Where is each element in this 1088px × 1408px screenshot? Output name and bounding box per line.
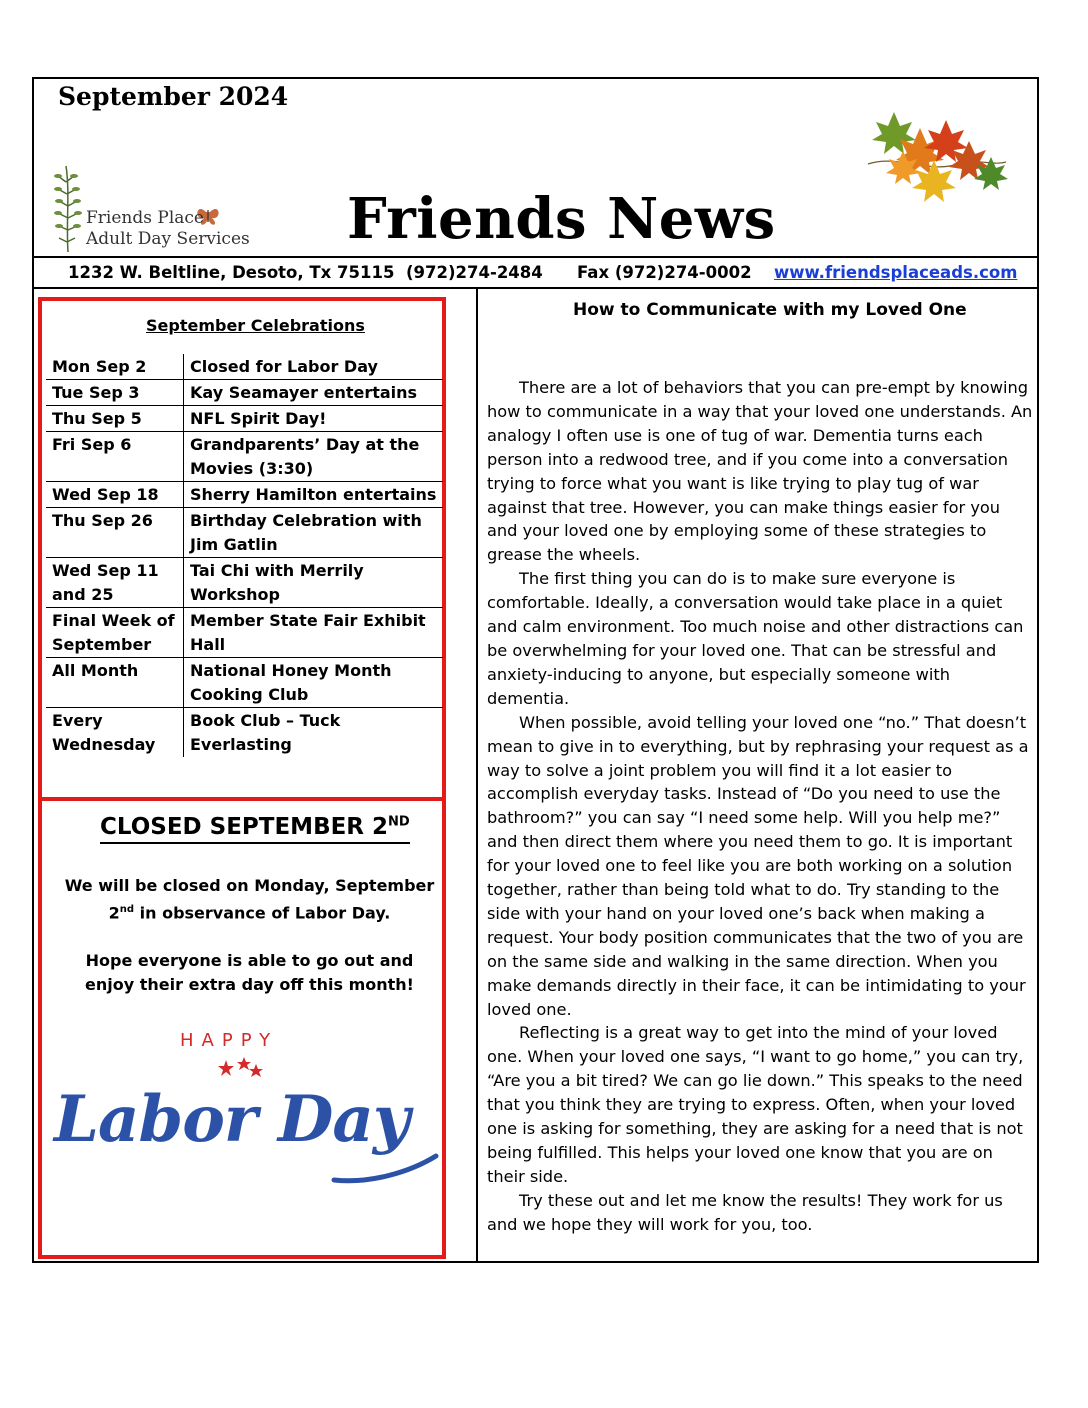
contact-bar <box>32 256 1039 289</box>
closed-body <box>62 874 437 1021</box>
celebration-date: Fri Sep 6 <box>46 432 184 482</box>
logo-line-2: Adult Day Services <box>86 229 250 249</box>
script-swash <box>330 1150 440 1190</box>
celebration-row <box>46 406 443 432</box>
celebration-date: Wed Sep 11 and 25 <box>46 558 184 608</box>
celebrations-table <box>46 354 443 757</box>
article-paragraph: There are a lot of behaviors that you can pre-empt by knowing how to communicate in a way that your loved one understands. An analogy I often use is one of tug of war. Dementia turns each person into a redwood tree, and if you come into a conversation trying to force what you want is like trying to play tug of war against that tree. However, you can make things easier for you and your loved one by employing some of these strategies to grease the wheels. <box>487 378 1033 565</box>
article-paragraph: The first thing you can do is to make sure everyone is comfortable. Ideally, a conversation would take place in a quiet and calm environment. Too much noise and other distractions can be overwhelming for your loved one. That can be stressful and anxiety-inducing to anyone, but especially someone with dementia. <box>487 569 1024 708</box>
issue-date: September 2024 <box>58 82 289 111</box>
celebration-date: Thu Sep 5 <box>46 406 184 432</box>
column-divider <box>476 289 478 1263</box>
article-paragraph: Try these out and let me know the results! They work for us and we hope they will work for you, too. <box>487 1190 1003 1234</box>
fax: Fax (972)274-0002 <box>577 263 752 282</box>
celebration-event: Book Club – Tuck Everlasting <box>190 711 341 754</box>
celebration-row <box>46 658 443 708</box>
celebration-row <box>46 608 443 658</box>
website-link[interactable]: www.friendsplaceads.com <box>774 263 1018 282</box>
celebration-row <box>46 482 443 508</box>
article-body <box>487 376 1033 1237</box>
article-paragraph: When possible, avoid telling your loved one “no.” That doesn’t mean to give in to everything, but by rephrasing your request as a way to solve a joint problem you will find it a lot easier to accomplish everyday tasks. Instead of “Do you need to use the bathroom?” you can say “I need some help. Will you help me?” and then direct them where you need them to go. It is important for your loved one to feel like you are both working on a solution together, rather than being told what to do. Try standing to the side with your hand on your loved one’s back when making a request. Your body position communicates that the two of you are on the same side and walking in the same direction. When you make demands directly in their face, it can be intimidating to your loved one. <box>487 712 1029 1019</box>
autumn-leaves-icon <box>858 104 1008 210</box>
celebration-row <box>46 354 443 380</box>
celebration-date: Final Week of September <box>46 608 184 658</box>
celebration-event: Closed for Labor Day <box>190 357 378 376</box>
celebration-date: All Month <box>46 658 184 708</box>
labor-day-script: Labor Day <box>54 1082 410 1157</box>
celebration-date: Tue Sep 3 <box>46 380 184 406</box>
article-paragraph: Reflecting is a great way to get into the mind of your loved one. When your loved one says, “I want to go home,” you can try, “Are you a bit tired? We can go lie down.” This speaks to the need that you think they are trying to express. Often, when your loved one is asking for something, they are asking for a need that is not being fulfilled. This helps your loved one know that you are on their side. <box>487 1023 1024 1186</box>
logo-text <box>86 208 250 250</box>
closed-title <box>100 814 410 844</box>
article-title: How to Communicate with my Loved One <box>573 300 967 320</box>
celebration-event: Birthday Celebration with Jim Gatlin <box>190 511 422 554</box>
address: 1232 W. Beltline, Desoto, Tx 75115 <box>68 263 395 282</box>
celebration-event: Sherry Hamilton entertains <box>190 485 437 504</box>
masthead-title: Friends News <box>347 186 776 252</box>
stars-icon <box>216 1056 266 1080</box>
closed-line-2: Hope everyone is able to go out and enjoy their extra day off this month! <box>85 951 414 995</box>
celebrations-title: September Celebrations <box>146 316 365 335</box>
celebration-event: Kay Seamayer entertains <box>190 383 418 402</box>
phone: (972)274-2484 <box>406 263 543 282</box>
logo-line-1: Friends Place <box>86 208 204 228</box>
celebration-row <box>46 508 443 558</box>
celebration-event: NFL Spirit Day! <box>190 409 327 428</box>
celebration-row <box>46 558 443 608</box>
celebration-row <box>46 380 443 406</box>
celebration-event: Member State Fair Exhibit Hall <box>190 611 426 654</box>
closed-line-1-text: We will be closed on Monday, September 2 <box>64 876 435 923</box>
celebration-event: National Honey Month Cooking Club <box>190 661 392 704</box>
closed-line-1 <box>62 874 437 925</box>
closed-title-sup: ND <box>388 814 410 830</box>
closed-line-1-sup: nd <box>119 904 135 915</box>
celebration-event: Tai Chi with Merrily Workshop <box>190 561 364 604</box>
celebration-event: Grandparents’ Day at the Movies (3:30) <box>190 435 420 478</box>
closed-title-text: CLOSED SEPTEMBER 2 <box>100 814 389 840</box>
celebration-date: Mon Sep 2 <box>46 354 184 380</box>
celebration-row <box>46 708 443 758</box>
happy-text: HAPPY <box>180 1030 279 1051</box>
celebration-date: Every Wednesday <box>46 708 184 758</box>
celebration-date: Wed Sep 18 <box>46 482 184 508</box>
celebration-row <box>46 432 443 482</box>
closed-line-1-end: in observance of Labor Day. <box>134 903 391 923</box>
celebration-date: Thu Sep 26 <box>46 508 184 558</box>
